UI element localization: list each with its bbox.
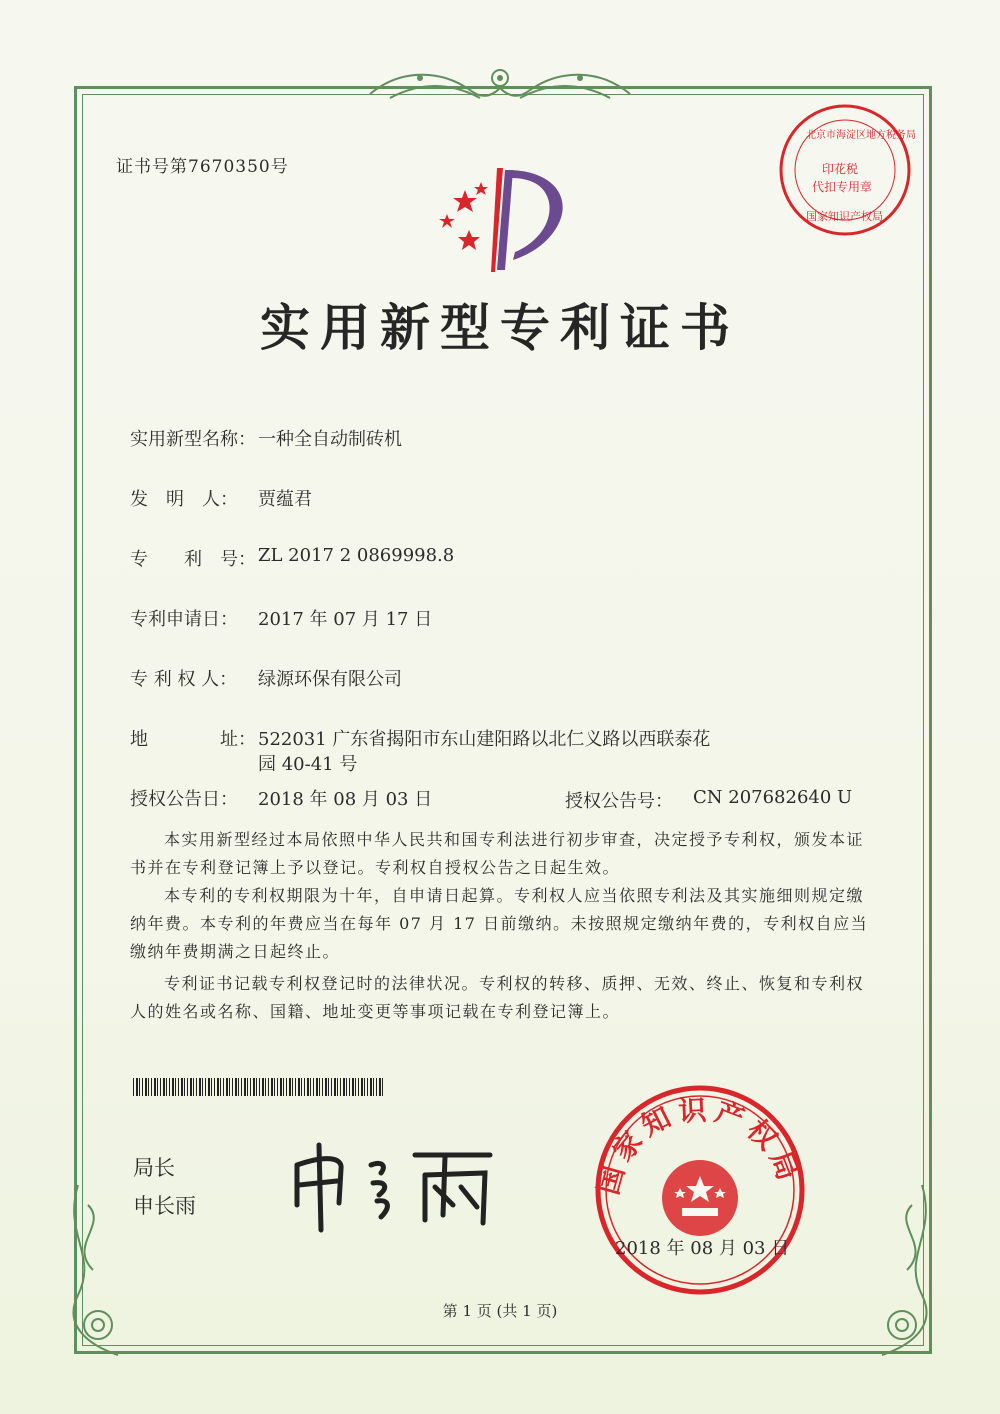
paragraph-legal-status: 专利证书记载专利权登记时的法律状况。专利权的转移、质押、无效、终止、恢复和专利权人的姓名或名称、国籍、地址变更等事项记载在专利登记簿上。 (130, 974, 865, 1021)
director-title: 局长 (133, 1156, 175, 1180)
svg-text:国家知识产权局: 国家知识产权局 (591, 1093, 807, 1199)
grant-date-label: 授权公告日： (130, 789, 238, 810)
address-label-b: 址： (220, 729, 256, 750)
patentee-value: 绿源环保有限公司 (258, 669, 402, 690)
application-date-label: 专利申请日： (130, 609, 238, 630)
certificate-title: 实用新型专利证书 (260, 298, 740, 357)
address-label-a: 地 (130, 729, 148, 750)
paragraph-term: 本专利的专利权期限为十年，自申请日起算。专利权人应当依照专利法及其实施细则规定缴纳年费。本专利的年费应当在每年 07 月 17 日前缴纳。未按照规定缴纳年费的，专利权自应当缴纳年费期满之日起终止。 (130, 886, 869, 961)
cnipa-logo-icon (425, 160, 585, 280)
tax-stamp-inner-text-2: 代扣专用章 (812, 180, 873, 194)
top-ornament (360, 64, 640, 108)
inventor-value: 贾蕴君 (258, 489, 312, 510)
director-name: 申长雨 (133, 1194, 196, 1218)
grant-date-value: 2018 年 08 月 03 日 (258, 789, 433, 810)
paragraph-examination: 本实用新型经过本局依照中华人民共和国专利法进行初步审查，决定授予专利权，颁发本证书并在专利登记簿上予以登记。专利权自授权公告之日起生效。 (130, 830, 865, 877)
barcode (133, 1078, 383, 1096)
director-signature-image (285, 1125, 505, 1235)
inventor-label: 发 明 人： (130, 489, 238, 510)
official-seal-text-image (590, 1080, 810, 1300)
tax-stamp-bottom-text: 国家知识产权局 (806, 210, 883, 223)
patentee-label: 专 利 权 人： (130, 669, 238, 690)
tax-stamp-inner-text-1: 印花税 (822, 162, 859, 176)
page-number: 第 1 页 (共 1 页) (442, 1302, 558, 1320)
bottom-right-ornament (852, 1175, 942, 1375)
address-line-1: 522031 广东省揭阳市东山建阳路以北仁义路以西联泰花 (258, 729, 711, 750)
grant-number-value: CN 207682640 U (693, 787, 853, 808)
seal-date: 2018 年 08 月 03 日 (615, 1238, 790, 1259)
application-date-value: 2017 年 07 月 17 日 (258, 609, 433, 630)
tax-stamp-outer-text: 北京市海淀区地方税务局 (806, 130, 916, 141)
address-line-2: 园 40-41 号 (258, 754, 358, 775)
patent-number-value: ZL 2017 2 0869998.8 (258, 545, 455, 566)
certificate-number: 证书号第7670350号 (116, 157, 289, 177)
utility-model-name-label: 实用新型名称： (130, 429, 256, 450)
patent-number-label: 专 利 号： (130, 549, 256, 570)
utility-model-name-value: 一种全自动制砖机 (258, 429, 402, 450)
grant-number-label: 授权公告号： (565, 791, 673, 812)
